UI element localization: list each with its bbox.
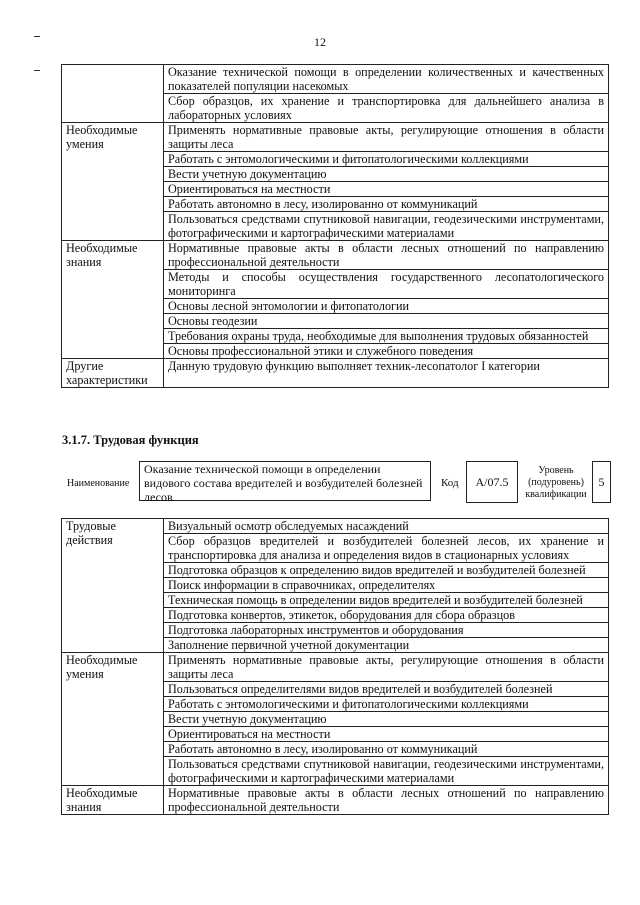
table-row <box>62 786 609 815</box>
table-cell: Работать автономно в лесу, изолированно от коммуникаций <box>164 197 609 212</box>
table-cell: Пользоваться определителями видов вредителей и возбудителей болезней <box>164 682 609 697</box>
level-label <box>523 465 589 501</box>
table-cell: Пользоваться средствами спутниковой навигации, геодезическими инструментами, фотографическими и картографическими материалами <box>164 757 609 786</box>
table-cell: Пользоваться средствами спутниковой навигации, геодезическими инструментами, фотографическими и картографическими материалами <box>164 212 609 241</box>
requirements-table-1 <box>61 64 609 388</box>
table-cell: Нормативные правовые акты в области лесных отношений по направлению профессиональной деятельности <box>164 241 609 270</box>
table-cell: Подготовка образцов к определению видов вредителей и возбудителей болезней <box>164 563 609 578</box>
function-header <box>61 461 609 503</box>
table-cell: Требования охраны труда, необходимые для выполнения трудовых обязанностей <box>164 329 609 344</box>
table-cell: Подготовка лабораторных инструментов и оборудования <box>164 623 609 638</box>
table-cell: Работать с энтомологическими и фитопатологическими коллекциями <box>164 697 609 712</box>
table-row <box>62 519 609 534</box>
table-cell: Вести учетную документацию <box>164 712 609 727</box>
level-label-line: Уровень <box>538 465 574 476</box>
name-label: Наименование <box>67 478 130 489</box>
table-cell: Применять нормативные правовые акты, регулирующие отношения в области защиты леса <box>164 653 609 682</box>
row-label: Необходимые умения <box>62 653 164 786</box>
table-cell: Подготовка конвертов, этикеток, оборудования для сбора образцов <box>164 608 609 623</box>
row-label: Другие характеристики <box>62 359 164 388</box>
requirements-table-2 <box>61 518 609 815</box>
section-title: 3.1.7. Трудовая функция <box>62 433 199 447</box>
row-label: Необходимые знания <box>62 786 164 815</box>
function-code-value: А/07.5 <box>466 461 518 503</box>
page-number: 12 <box>314 35 326 49</box>
table-cell: Работать с энтомологическими и фитопатологическими коллекциями <box>164 152 609 167</box>
table-cell: Основы лесной энтомологии и фитопатологии <box>164 299 609 314</box>
level-label-line: квалификации <box>525 489 587 500</box>
table-cell: Работать автономно в лесу, изолированно от коммуникаций <box>164 742 609 757</box>
table-cell: Методы и способы осуществления государственного лесопатологического мониторинга <box>164 270 609 299</box>
table-cell: Вести учетную документацию <box>164 167 609 182</box>
table-cell: Техническая помощь в определении видов вредителей и возбудителей болезней <box>164 593 609 608</box>
table-cell: Оказание технической помощи в определении количественных и качественных показателей популяции насекомых <box>164 65 609 94</box>
table-cell: Заполнение первичной учетной документации <box>164 638 609 653</box>
table-row <box>62 65 609 94</box>
table-cell: Нормативные правовые акты в области лесных отношений по направлению профессиональной деятельности <box>164 786 609 815</box>
table-row <box>62 359 609 388</box>
qualification-level-value: 5 <box>592 461 611 503</box>
table-cell: Поиск информации в справочниках, определителях <box>164 578 609 593</box>
margin-mark <box>34 36 40 37</box>
table-cell: Ориентироваться на местности <box>164 182 609 197</box>
row-label: Необходимые умения <box>62 123 164 241</box>
table-cell: Ориентироваться на местности <box>164 727 609 742</box>
table-cell: Основы профессиональной этики и служебного поведения <box>164 344 609 359</box>
table-cell: Данную трудовую функцию выполняет техник-лесопатолог I категории <box>164 359 609 388</box>
row-label: Необходимые знания <box>62 241 164 359</box>
table-row <box>62 123 609 152</box>
row-label <box>62 65 164 123</box>
table-cell: Применять нормативные правовые акты, регулирующие отношения в области защиты леса <box>164 123 609 152</box>
function-name-value: Оказание технической помощи в определении видового состава вредителей и возбудителей болезней лесов <box>139 461 431 501</box>
table-cell: Сбор образцов вредителей и возбудителей болезней лесов, их хранение и транспортировка для анализа и определения видов в стационарных условиях <box>164 534 609 563</box>
table-row <box>62 653 609 682</box>
table-cell: Основы геодезии <box>164 314 609 329</box>
row-label: Трудовые действия <box>62 519 164 653</box>
margin-mark <box>34 70 40 71</box>
table-cell: Сбор образцов, их хранение и транспортировка для дальнейшего анализа в лабораторных условиях <box>164 94 609 123</box>
level-label-line: (подуровень) <box>528 477 584 488</box>
table-row <box>62 241 609 270</box>
table-cell: Визуальный осмотр обследуемых насаждений <box>164 519 609 534</box>
code-label: Код <box>441 477 459 489</box>
